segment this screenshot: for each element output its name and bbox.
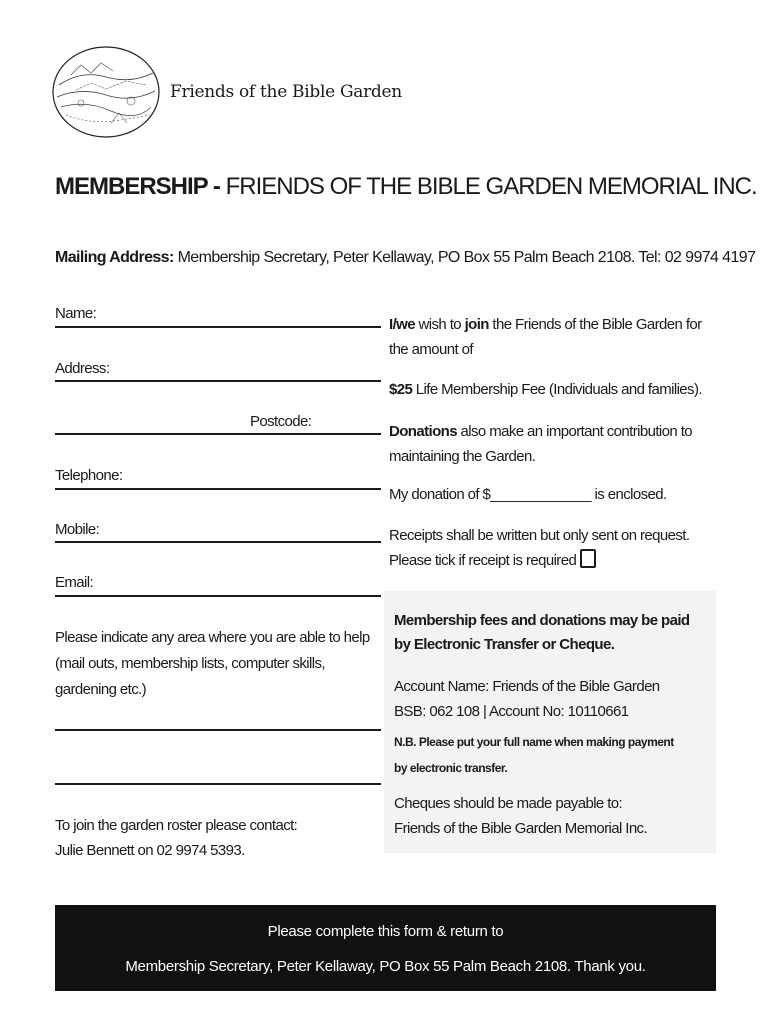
join-rest: the Friends of the Bible Garden for the amount of bbox=[389, 316, 702, 358]
fee-amount: $25 bbox=[389, 381, 413, 398]
telephone-field[interactable] bbox=[55, 488, 381, 490]
join-iwe: I/we bbox=[389, 316, 415, 333]
donation-amount-line[interactable]: My donation of $_____________ is enclosed. bbox=[389, 486, 667, 503]
mailing-address bbox=[55, 249, 755, 267]
donations-text bbox=[389, 419, 709, 469]
mailing-value: Membership Secretary, Peter Kellaway, PO Box 55 Palm Beach 2108. Tel: 02 9974 4197 bbox=[173, 249, 756, 266]
receipts-line-1: Receipts shall be written but only sent on request. bbox=[389, 527, 690, 544]
telephone-label: Telephone: bbox=[55, 467, 123, 484]
bsb-account: BSB: 062 108 | Account No: 10110661 bbox=[394, 703, 629, 720]
footer-line-2: Membership Secretary, Peter Kellaway, PO Box 55 Palm Beach 2108. Thank you. bbox=[125, 958, 646, 975]
join-text bbox=[389, 312, 719, 362]
mailing-label: Mailing Address: bbox=[55, 249, 174, 266]
title-rest: FRIENDS OF THE BIBLE GARDEN MEMORIAL INC. bbox=[219, 173, 757, 200]
logo-text: Friends of the Bible Garden bbox=[170, 82, 402, 102]
title-bold: MEMBERSHIP - bbox=[55, 173, 220, 200]
receipt-checkbox[interactable] bbox=[580, 549, 596, 568]
fee-text bbox=[389, 377, 719, 402]
postcode-field[interactable] bbox=[55, 433, 381, 435]
address-field[interactable] bbox=[55, 380, 381, 382]
garden-logo bbox=[51, 45, 161, 140]
payment-heading: Membership fees and donations may be paid by Electronic Transfer or Cheque. bbox=[394, 612, 690, 653]
receipts-text: Please tick if receipt is required bbox=[389, 552, 577, 569]
fee-description: Life Membership Fee (Individuals and families). bbox=[412, 381, 702, 398]
mobile-label: Mobile: bbox=[55, 521, 100, 538]
help-field-line-2[interactable] bbox=[55, 783, 381, 785]
join-bold: join bbox=[464, 316, 489, 333]
name-field[interactable] bbox=[55, 326, 381, 328]
roster-line-2: Julie Bennett on 02 9974 5393. bbox=[55, 842, 245, 859]
help-text: Please indicate any area where you are able to help (mail outs, membership lists, computer skills, gardening etc.) bbox=[55, 629, 370, 698]
donations-description: also make an important contribution to maintaining the Garden. bbox=[389, 423, 693, 465]
return-footer bbox=[55, 905, 716, 991]
name-label: Name: bbox=[55, 305, 97, 322]
nb-note: N.B. Please put your full name when making payment by electronic transfer. bbox=[394, 735, 674, 775]
postcode-label: Postcode: bbox=[250, 413, 312, 430]
join-wish: wish to bbox=[414, 316, 465, 333]
address-label: Address: bbox=[55, 360, 110, 377]
page-title bbox=[55, 173, 757, 201]
cheques-line-1: Cheques should be made payable to: bbox=[394, 795, 623, 812]
email-field[interactable] bbox=[55, 595, 381, 597]
donations-bold: Donations bbox=[389, 423, 457, 440]
cheques-line-2: Friends of the Bible Garden Memorial Inc. bbox=[394, 820, 648, 837]
email-label: Email: bbox=[55, 574, 94, 591]
footer-line-1: Please complete this form & return to bbox=[267, 923, 504, 940]
receipts-line-2 bbox=[389, 548, 596, 573]
account-name: Account Name: Friends of the Bible Garden bbox=[394, 678, 660, 695]
help-field-line-1[interactable] bbox=[55, 729, 381, 731]
mobile-field[interactable] bbox=[55, 541, 381, 543]
roster-line-1: To join the garden roster please contact: bbox=[55, 817, 298, 834]
